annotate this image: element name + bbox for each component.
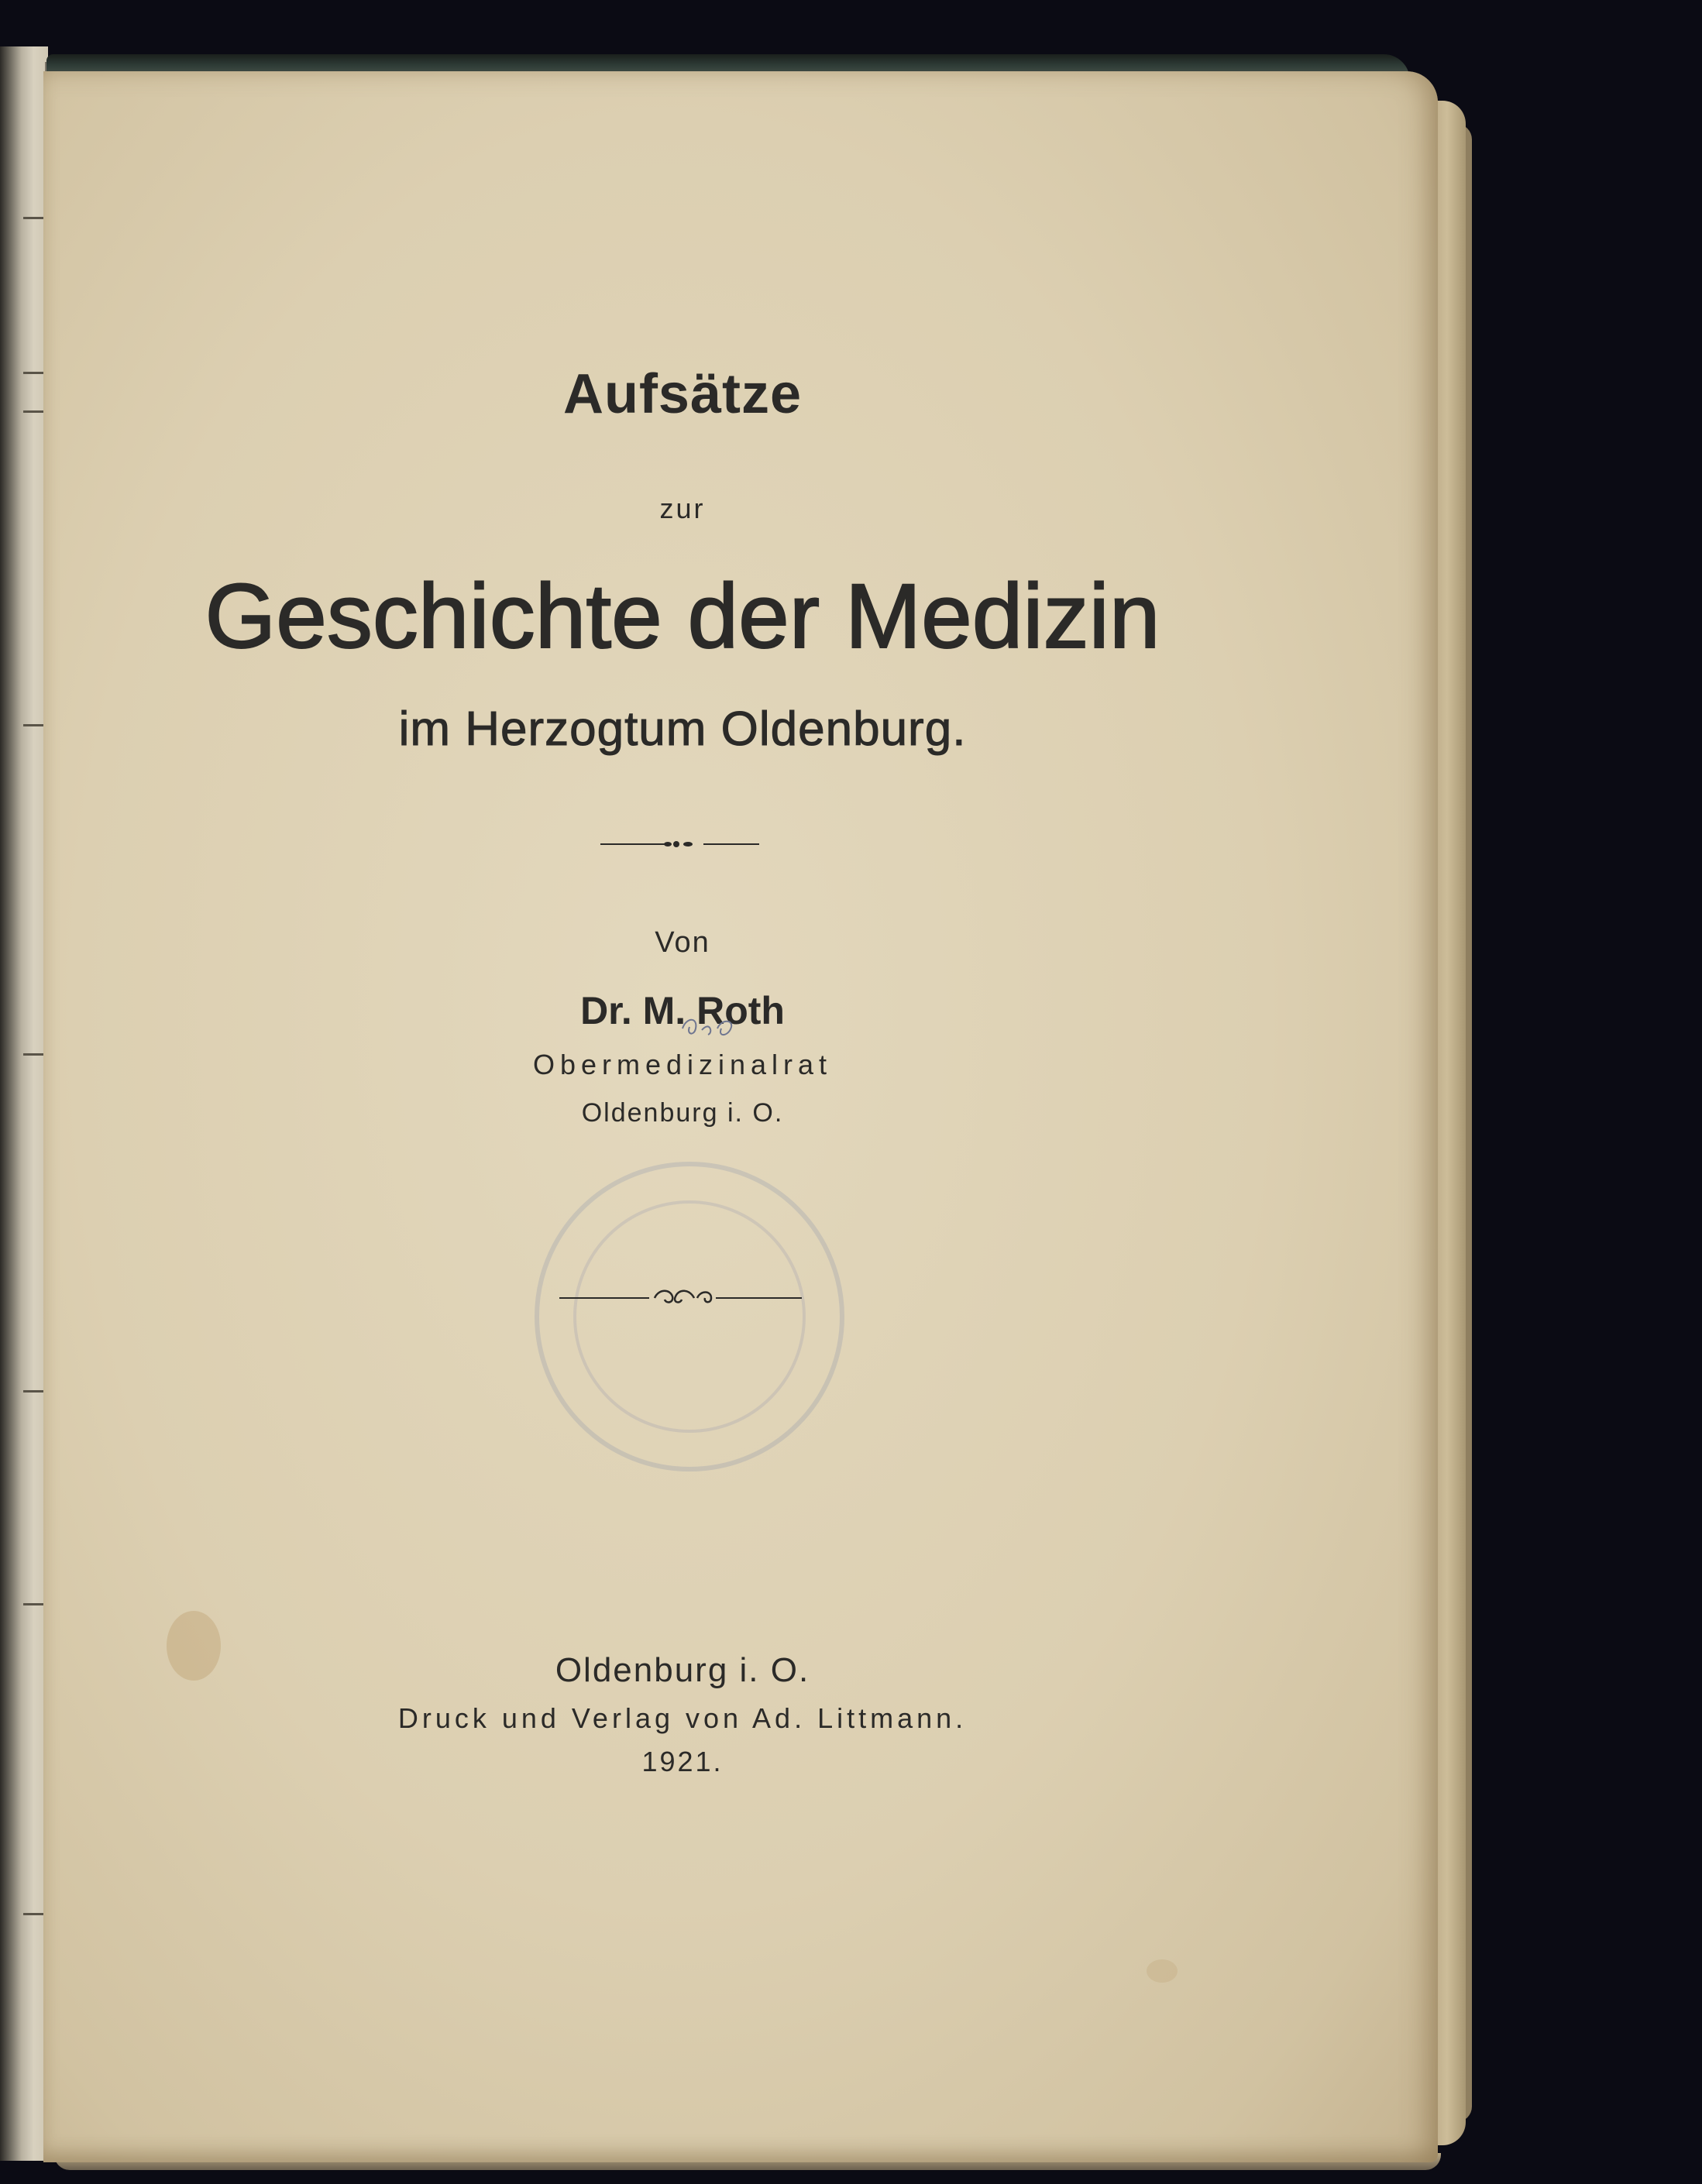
divider-ornament-icon	[0, 829, 1702, 860]
page-stack-edge	[1435, 101, 1466, 2145]
scroll-ornament-icon	[0, 1283, 1702, 1313]
title-connector: zur	[659, 493, 706, 524]
author-title: Obermedizinalrat	[532, 1049, 833, 1080]
main-title: Geschichte der Medizin	[205, 565, 1160, 668]
publication-year: 1921.	[641, 1746, 724, 1777]
by-label: Von	[655, 926, 710, 959]
paper-stain	[1147, 1959, 1178, 1983]
publication-place: Oldenburg i. O.	[555, 1651, 810, 1689]
publisher: Druck und Verlag von Ad. Littmann.	[397, 1702, 968, 1734]
library-stamp-inner-ring	[573, 1200, 806, 1433]
author-name: Dr. M. Roth	[580, 989, 785, 1032]
handwritten-annotation-icon	[679, 1005, 748, 1044]
author-place: Oldenburg i. O.	[581, 1098, 784, 1128]
facing-page-edge	[0, 46, 48, 2161]
subtitle: im Herzogtum Oldenburg.	[398, 702, 967, 756]
title-line-1: Aufsätze	[562, 363, 803, 425]
